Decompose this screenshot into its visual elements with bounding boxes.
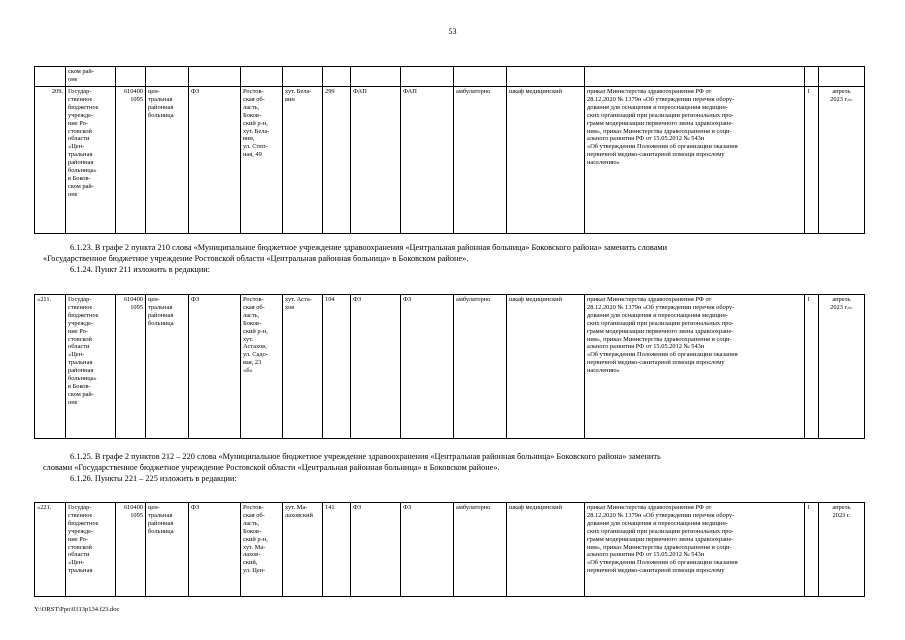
cell-type: цен- тральная районная больница [146, 503, 189, 597]
table-fragment-211 [34, 294, 865, 439]
table-fragment-221 [34, 502, 865, 597]
table-row [35, 67, 865, 87]
cell-unit: ФЗ [401, 295, 454, 439]
cell-code: 610400 1095 [116, 87, 146, 234]
cell-type: цен- тральная районная больница [146, 87, 189, 234]
paragraph-line: «Государственное бюджетное учреждение Ростовской области «Центральная районная больница» в Боковском районе». [43, 254, 469, 263]
cell-equipment: шкаф медицинский [507, 503, 585, 597]
cell-address: Ростов- ская об- ласть, Боков- ский р-н, хут. Бела- вин, ул. Степ- ная, 49 [241, 87, 283, 234]
cell-num: «221. [35, 503, 66, 597]
cell-code: 610400 1095 [116, 503, 146, 597]
cell-law: ФЗ [189, 503, 241, 597]
cell-mode: амбулаторно [454, 87, 507, 234]
cell-num: 209. [35, 87, 66, 234]
cell-population: 299 [323, 87, 351, 234]
cell-address: Ростов- ская об- ласть, Боков- ский р-н, хут. Астахов, ул. Садо- вая, 23 «б» [241, 295, 283, 439]
cell-date: апрель 2023 г.». [819, 295, 865, 439]
cell-unit: ФЗ [351, 295, 401, 439]
cell-settlement: хут. Ма- лаховский [283, 503, 323, 597]
cell-address: Ростов- ская об- ласть, Боков- ский р-н, хут. Ма- лахов- ский, ул. Цен- [241, 503, 283, 597]
paragraph-line: 6.1.26. Пункты 221 – 225 изложить в редакции: [70, 474, 237, 483]
cell-settlement: хут. Аста- хов [283, 295, 323, 439]
cell-num: «211. [35, 295, 66, 439]
paragraph-line: 6.1.25. В графе 2 пунктов 212 – 220 слова «Муниципальное бюджетное учреждение здравоохранения «Центральная районная больница» Боковского района» заменить [70, 452, 661, 461]
cell-date: апрель 2023 г.». [819, 87, 865, 234]
cell-name: Государ- ственное бюджетное учрежде- ние Ро- стовской области «Цен- тральная районная больница» в Боков- ском рай- оне [66, 87, 116, 234]
footer-file-path: Y:\ORST\Ppo\0313p134.f23.doc [34, 606, 120, 613]
cell-quantity: 1 [805, 295, 819, 439]
cell-name: Государ- ственное бюджетное учрежде- ние Ро- стовской области «Цен- тральная [66, 503, 116, 597]
cell-law: ФЗ [189, 87, 241, 234]
cell-settlement: хут. Бела- вин [283, 87, 323, 234]
table-row [35, 295, 865, 439]
cell-equipment: шкаф медицинский [507, 87, 585, 234]
cell-type: цен- тральная районная больница [146, 295, 189, 439]
cell-unit: ФАП [401, 87, 454, 234]
cell-name: Государ- ственное бюджетное учрежде- ние Ро- стовской области «Цен- тральная районная больница» в Боков- ском рай- оне [66, 295, 116, 439]
cell-mode: амбулаторно [454, 503, 507, 597]
cell-basis: приказ Министерства здравоохранения РФ от 28.12.2020 № 1379н «Об утверждении перечня обору- дования для оснащения и переоснащения медицин- ских организаций при реализации региональных про- грамм модернизации первичного звена здравоохране- ния», приказ Министерства здравоохранения и соци- ального развития РФ от 15.05.2012 № 543н «Об утверждении Положения об организации оказания первичной медико-санитарной помощи взрослому населению» [585, 295, 805, 439]
cell-unit: ФАП [351, 87, 401, 234]
table-fragment-top [34, 66, 865, 234]
table-row [35, 503, 865, 597]
cell-name-continuation: ском рай- оне [66, 67, 116, 87]
cell-law: ФЗ [189, 295, 241, 439]
page-number: 53 [448, 27, 457, 36]
cell-mode: амбулаторно [454, 295, 507, 439]
cell-code: 610400 1095 [116, 295, 146, 439]
paragraph-6-1-25 [43, 451, 861, 484]
paragraph-line: 6.1.24. Пункт 211 изложить в редакции: [70, 265, 211, 274]
cell-equipment: шкаф медицинский [507, 295, 585, 439]
cell-unit: ФЗ [401, 503, 454, 597]
cell-quantity: 1 [805, 87, 819, 234]
table-row [35, 87, 865, 234]
paragraph-line: словами «Государственное бюджетное учреждение Ростовской области «Центральная районная больница» в Боковском районе». [43, 463, 500, 472]
cell-unit: ФЗ [351, 503, 401, 597]
cell-basis: приказ Министерства здравоохранения РФ от 28.12.2020 № 1379н «Об утверждении перечня обору- дования для оснащения и переоснащения медицин- ских организаций при реализации региональных про- грамм модернизации первичного звена здравоохране- ния», приказ Министерства здравоохранения и соци- ального развития РФ от 15.05.2012 № 543н «Об утверждении Положения об организации оказания первичной медико-санитарной помощи взрослому населению» [585, 87, 805, 234]
cell-quantity: 1 [805, 503, 819, 597]
cell-basis: приказ Министерства здравоохранения РФ от 28.12.2020 № 1379н «Об утверждении перечня обору- дования для оснащения и переоснащения медицин- ских организаций при реализации региональных про- грамм модернизации первичного звена здравоохране- ния», приказ Министерства здравоохранения и соци- ального развития РФ от 15.05.2012 № 543н «Об утверждении Положения об организации оказания первичной медико-санитарной помощи взрослому [585, 503, 805, 597]
cell-population: 104 [323, 295, 351, 439]
paragraph-line: 6.1.23. В графе 2 пункта 210 слова «Муниципальное бюджетное учреждение здравоохранения «Центральная районная больница» Боковского района» заменить словами [70, 243, 668, 252]
paragraph-6-1-23 [43, 242, 861, 275]
cell-population: 141 [323, 503, 351, 597]
cell-date: апрель 2023 г. [819, 503, 865, 597]
